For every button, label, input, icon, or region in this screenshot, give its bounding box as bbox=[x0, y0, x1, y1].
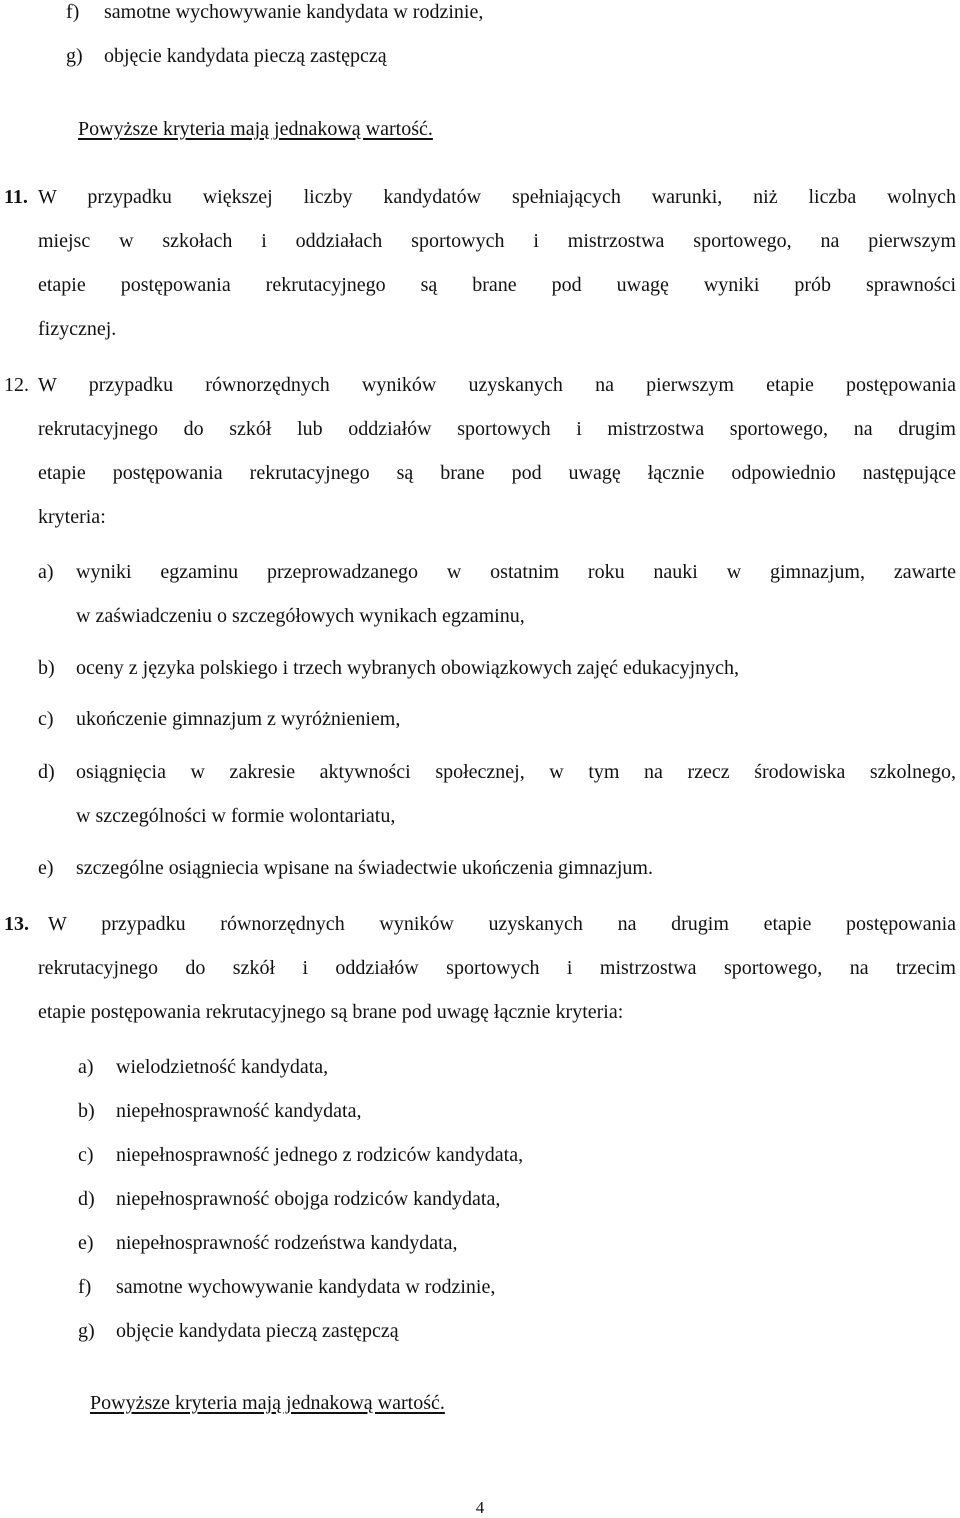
list-item: wielodzietność kandydata, bbox=[116, 1056, 329, 1078]
list-marker: f) bbox=[78, 1276, 92, 1298]
paragraph-line: miejsc w szkołach i oddziałach sportowych i mistrzostwa sportowego, na pierwszym bbox=[38, 230, 956, 252]
list-item: samotne wychowywanie kandydata w rodzinie, bbox=[104, 1, 484, 23]
list-item: wyniki egzaminu przeprowadzanego w ostatnim roku nauki w gimnazjum, zawarte bbox=[76, 561, 956, 583]
paragraph-line: etapie postępowania rekrutacyjnego są brane pod uwagę łącznie odpowiednio następujące bbox=[38, 462, 956, 484]
list-item: objęcie kandydata pieczą zastępczą bbox=[104, 45, 387, 67]
list-marker: c) bbox=[38, 708, 54, 730]
list-item: ukończenie gimnazjum z wyróżnieniem, bbox=[76, 708, 401, 730]
list-marker: a) bbox=[78, 1056, 94, 1078]
list-marker: b) bbox=[38, 657, 55, 679]
list-item: szczególne osiągniecia wpisane na świadectwie ukończenia gimnazjum. bbox=[76, 857, 653, 879]
list-item: samotne wychowywanie kandydata w rodzinie, bbox=[116, 1276, 496, 1298]
paragraph-line: W przypadku równorzędnych wyników uzyskanych na drugim etapie postępowania bbox=[48, 913, 956, 935]
list-item-continuation: w szczególności w formie wolontariatu, bbox=[76, 805, 396, 827]
list-marker: d) bbox=[78, 1188, 95, 1210]
criteria-note: Powyższe kryteria mają jednakową wartość. bbox=[90, 1392, 445, 1414]
paragraph-line: W przypadku większej liczby kandydatów spełniających warunki, niż liczba wolnych bbox=[38, 186, 956, 208]
section-number: 13. bbox=[4, 913, 29, 935]
list-item: objęcie kandydata pieczą zastępczą bbox=[116, 1320, 399, 1342]
list-marker: e) bbox=[38, 857, 54, 879]
paragraph-line: rekrutacyjnego do szkół lub oddziałów sportowych i mistrzostwa sportowego, na drugim bbox=[38, 418, 956, 440]
list-marker: a) bbox=[38, 561, 54, 583]
list-marker: f) bbox=[66, 1, 80, 23]
list-item: niepełnosprawność rodzeństwa kandydata, bbox=[116, 1232, 458, 1254]
page-number: 4 bbox=[475, 1498, 485, 1517]
paragraph-line: rekrutacyjnego do szkół i oddziałów sportowych i mistrzostwa sportowego, na trzecim bbox=[38, 957, 956, 979]
list-marker: d) bbox=[38, 761, 55, 783]
paragraph-line: etapie postępowania rekrutacyjnego są brane pod uwagę łącznie kryteria: bbox=[38, 1001, 624, 1023]
list-marker: g) bbox=[66, 45, 83, 67]
list-item: niepełnosprawność obojga rodziców kandydata, bbox=[116, 1188, 501, 1210]
list-item: oceny z języka polskiego i trzech wybranych obowiązkowych zajęć edukacyjnych, bbox=[76, 657, 740, 679]
list-item-continuation: w zaświadczeniu o szczegółowych wynikach egzaminu, bbox=[76, 605, 525, 627]
paragraph-line: fizycznej. bbox=[38, 318, 117, 340]
list-marker: b) bbox=[78, 1100, 95, 1122]
list-marker: e) bbox=[78, 1232, 94, 1254]
list-marker: g) bbox=[78, 1320, 95, 1342]
list-item: niepełnosprawność jednego z rodziców kandydata, bbox=[116, 1144, 524, 1166]
list-item: niepełnosprawność kandydata, bbox=[116, 1100, 362, 1122]
paragraph-line: etapie postępowania rekrutacyjnego są brane pod uwagę wyniki prób sprawności bbox=[38, 274, 956, 296]
criteria-note: Powyższe kryteria mają jednakową wartość. bbox=[78, 118, 433, 140]
list-marker: c) bbox=[78, 1144, 94, 1166]
section-number: 11. bbox=[4, 186, 28, 208]
paragraph-line: kryteria: bbox=[38, 506, 106, 528]
list-item: osiągnięcia w zakresie aktywności społecznej, w tym na rzecz środowiska szkolnego, bbox=[76, 761, 956, 783]
section-number: 12. bbox=[4, 374, 29, 396]
paragraph-line: W przypadku równorzędnych wyników uzyskanych na pierwszym etapie postępowania bbox=[38, 374, 956, 396]
